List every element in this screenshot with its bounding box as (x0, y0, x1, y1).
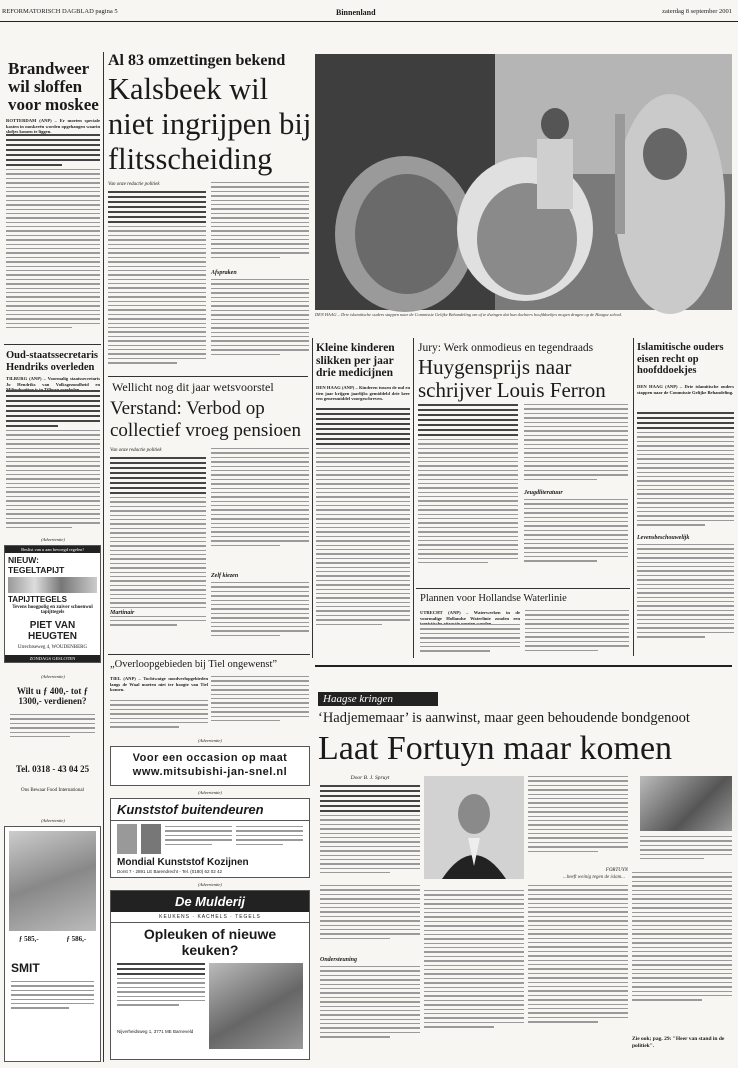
ad-mulderij-tagline: KEUKENS · KACHELS · TEGELS (111, 912, 309, 923)
headline-hendriks: Oud-staatssecretaris Hendriks overleden (6, 350, 98, 373)
headline-brandweer: Brandweer wil sloffen voor moskee (8, 59, 99, 114)
haagse-body-col1 (320, 785, 420, 881)
haagse-body-col4 (640, 836, 732, 866)
main-headline: Kalsbeek wil niet ingrijpen bij flitsscheiding (108, 72, 312, 176)
divider (315, 665, 732, 667)
wet-body-col1 (110, 457, 206, 647)
wet-byline: Van onze redactie politiek (110, 448, 162, 453)
body-waterlinie (420, 624, 520, 660)
ad-smit-brand: SMIT (11, 961, 40, 975)
door-image (141, 824, 161, 854)
headline-kinderen: Kleine kinderen slikken per jaar drie medicijnen (316, 342, 395, 379)
main-body-col1 (108, 191, 206, 369)
ad-mitsubishi-text: Voor een occasion op maat (132, 752, 288, 764)
body-overloop (110, 700, 208, 734)
ad-smit[interactable] (4, 826, 101, 1062)
lead-kinderen: DEN HAAG (ANP) – Kinderen tussen de nul en tien jaar krijgen jaarlijks gemiddeld drie keer een geneesmiddel voorgeschreven. (316, 385, 410, 402)
haagse-kicker: ‘Hadjememaar’ is aanwinst, maar geen behoudende bondgenoot (318, 710, 690, 726)
main-subhead: Afspraken (211, 270, 237, 276)
ad-kunststof-company: Mondial Kunststof Kozijnen (117, 857, 249, 868)
main-byline: Van onze redactie politiek (108, 182, 160, 187)
haagse-headline: Laat Fortuyn maar komen (318, 730, 673, 767)
jury-body-col2b (524, 499, 628, 584)
body-overloop-col2 (211, 676, 309, 734)
wet-subhead: Zelf kiezen (211, 573, 239, 579)
haagse-footer: Zie ook; pag. 29: "Heer van stand in de politiek". (632, 1036, 725, 1049)
wet-body-col2 (211, 448, 309, 568)
haagse-body-col3b (528, 885, 628, 1060)
lead-hendriks: TILBURG (ANP) – Voormalig staatssecretaris Jo Hendriks van Volksgezondheid en (6, 376, 100, 387)
ad-verdienen-brand: Ons Bewaar Food International (21, 788, 84, 793)
ad-label: (Advertentie) (198, 790, 222, 795)
haagse-body-col3 (528, 776, 628, 866)
ad-mulderij-headline: Opleuken of nieuwe keuken? (143, 926, 277, 958)
jury-body-col1 (418, 404, 518, 584)
ad-tapijt-sub: TAPIJTTEGELS (8, 595, 67, 604)
haagse-subhead: Ondersteuning (320, 957, 358, 963)
ad-tapijt[interactable] (4, 545, 101, 663)
lead-islam: DEN HAAG (ANP) – Drie islamitische ouders stappen naar de Commissie Gelijke Behandeling. (637, 384, 734, 395)
news-photo (315, 54, 732, 310)
ad-smit-price: ƒ 586,- (66, 935, 87, 943)
ad-tapijt-address: Utrechtseweg 4, WOUDENBERG (17, 645, 88, 650)
ad-verdienen-text: Wilt u ƒ 400,- tot ƒ 1300,- verdienen? (16, 686, 89, 706)
ad-smit-price: ƒ 585,- (18, 935, 39, 943)
ad-tapijt-footer: ZONDAGS GESLOTEN (5, 655, 100, 662)
wet-subhead: Martinair (110, 610, 206, 616)
ad-tapijt-company: PIET VAN HEUGTEN (28, 620, 77, 642)
ad-label: (Advertentie) (198, 738, 222, 743)
main-kicker: Al 83 omzettingen bekend (108, 52, 286, 69)
ad-mulderij-address: Nijverheidsweg 1, 3771 ME Barneveld (117, 1029, 194, 1034)
lead-brandweer: ROTTERDAM (ANP) – Er moeten speciale kasten in moskeeën worden opgehangen waarin slofjes komen te liggen. (6, 118, 100, 135)
door-image (117, 824, 137, 854)
paper-name: REFORMATORISCH DAGBLAD pagina 5 (2, 8, 118, 15)
photo-caption: DEN HAAG – Drie islamitische ouders stappen naar de Commissie Gelijke Behandeling om af te dwingen dat hun dochters hoofddoekjes mogen dragen op de Haagse school. (315, 312, 623, 317)
lead-waterlinie: UTRECHT (ANP) – Waterwerken in de voormalige Hollandse Waterlinie zouden een (420, 610, 520, 621)
main-body-col2 (211, 182, 309, 267)
ad-tapijt-brand: NIEUW: TEGELTAPIJT (8, 555, 65, 575)
haagse-byline: Door B. J. Spruyt (350, 775, 390, 781)
ad-tapijt-image (8, 577, 97, 593)
ad-kunststof-address: Dorst 7 - 2891 LE Barendrecht - Tel. (0180) 62 02 42 (117, 869, 222, 874)
fortuyn-photo (424, 776, 524, 879)
headline-islam: Islamitische ouders eisen recht op hoofddoekjes (637, 342, 724, 376)
jury-kicker: Jury: Werk onmodieus en tegendraads (418, 342, 594, 354)
ad-kunststof[interactable] (110, 798, 310, 878)
wet-kicker: Wellicht nog dit jaar wetsvoorstel (112, 380, 274, 394)
ad-tapijt-top: Beslist van u aan bevoegd regelen! (5, 546, 100, 553)
ad-mitsubishi-url[interactable]: www.mitsubishi-jan-snel.nl (132, 766, 288, 778)
body-waterlinie-col2 (525, 610, 629, 660)
divider (416, 588, 630, 589)
lead-overloop: TIEL (ANP) – Tochtwatge noodverlopgebieden langs de Waal moeten niet ter hoogte van Tiel komen. (110, 676, 208, 693)
fortuyn-caption: FORTUYN (605, 868, 628, 873)
headline-overloop: „Overloopgebieden bij Tiel ongewenst” (110, 659, 278, 670)
kitchen-image (209, 963, 303, 1049)
ad-label: (Advertentie) (41, 818, 65, 823)
ad-mulderij-brand: De Mulderij (111, 891, 309, 912)
body-islam (637, 412, 734, 532)
headline-waterlinie: Plannen voor Hollandse Waterlinie (420, 593, 567, 604)
page-header (0, 0, 738, 22)
fortuyn-subcaption: ...heeft weinig tegen de islam... (563, 875, 625, 880)
column-divider (413, 338, 414, 658)
body-hendriks (6, 390, 100, 530)
wet-body-col2b (211, 582, 309, 650)
main-body-col2b (211, 279, 309, 371)
divider (4, 344, 101, 345)
ad-verdienen-phone: Tel. 0318 - 43 04 25 (15, 764, 90, 774)
jury-headline: Huygensprijs naar schrijver Louis Ferron (418, 355, 606, 402)
divider (108, 654, 310, 655)
haagse-body-col1c (320, 966, 420, 1060)
haagse-banner: Haagse kringen (323, 693, 393, 705)
ad-tapijt-text: Tevens hoogpolig en zuiver schoenwol tapijttegels (12, 605, 93, 615)
body-brandweer (6, 134, 100, 340)
ad-smit-image (9, 831, 96, 931)
ad-mitsubishi[interactable] (110, 746, 310, 786)
body-kinderen (316, 408, 410, 653)
sculpture-photo (640, 776, 732, 831)
ad-mulderij[interactable] (110, 890, 310, 1060)
column-divider (312, 338, 313, 658)
jury-body-col2 (524, 404, 628, 489)
ad-label: (Advertentie) (198, 882, 222, 887)
ad-label: (Advertentie) (41, 674, 65, 679)
islam-subhead: Levensbeschouwelijk (637, 535, 690, 541)
section-title: Binnenland (336, 8, 376, 17)
ad-label: (Advertentie) (41, 537, 65, 542)
column-divider (103, 52, 104, 1062)
haagse-body-col2 (424, 890, 524, 1060)
ad-kunststof-title: Kunststof buitendeuren (111, 799, 309, 821)
divider (108, 376, 308, 377)
body-islam-b (637, 544, 734, 658)
jury-subhead: Jeugdliteratuur (524, 490, 563, 496)
column-divider (633, 338, 634, 656)
date: zaterdag 8 september 2001 (662, 8, 732, 15)
haagse-body-col4b (632, 872, 732, 1032)
ad-verdienen[interactable] (4, 682, 101, 814)
haagse-body-col1b (320, 885, 420, 955)
wet-headline: Verstand: Verbod op collectief vroeg pensioen (110, 398, 301, 441)
